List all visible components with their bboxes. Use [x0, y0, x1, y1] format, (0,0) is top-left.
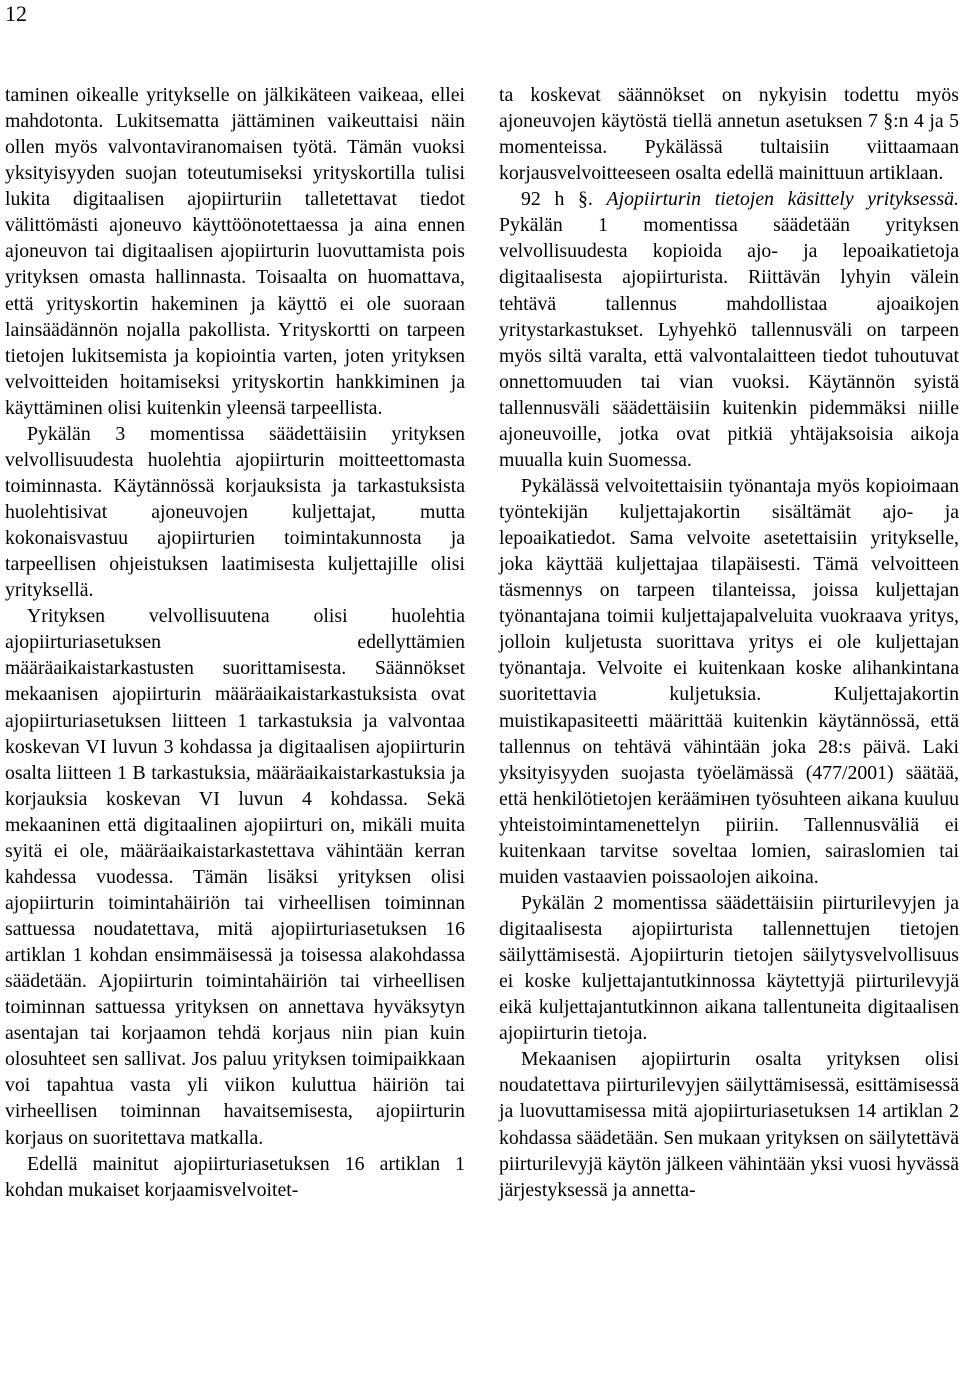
paragraph: Pykälän 3 momentissa säädettäisiin yrityksen velvollisuudesta huolehtia ajopiirturin moitteettomasta toiminnasta. Käytännössä korjauksista ja tarkastuksista huolehtisivat ajoneuvojen kuljettajat, mutta kokonaisvastuu ajopiirturien toimintakunnosta ja tarpeellisen ohjeistuksen laatimisesta kuljettajille olisi yrityksellä.: [5, 422, 465, 602]
left-column: [5, 82, 465, 1203]
section-number: 92 h §.: [521, 188, 593, 211]
paragraph: ta koskevat säännökset on nykyisin todettu myös ajoneuvojen käytöstä tiellä annetun asetuksen 7 §:n 4 ja 5 momenteissa. Pykälässä tultaisiin viittaamaan korjausvelvoitteeseen osalta edellä mainittuun artiklaan.: [499, 84, 959, 185]
paragraph: Yrityksen velvollisuutena olisi huolehtia ajopiirturiasetuksen edellyttämien määräaikaistarkastusten suorittamisesta. Säännökset mekaanisen ajopiirturin määräaikaistarkastuksista ovat ajopiirturiasetuksen liitteen 1 tarkastuksia ja valvontaa koskevan VI luvun 3 kohdassa ja digitaalisen ajopiirturin osalta liitteen 1 B tarkastuksia, määräaikaistarkastuksia ja korjauksia koskevan VI luvun 4 kohdassa. Sekä mekaaninen että digitaalinen ajopiirturi on, mikäli muita syitä ei ole, määräaikaistarkastettava vähintään kerran kahdessa vuodessa. Tämän lisäksi yrityksen olisi ajopiirturin toimintahäiriön tai virheellisen toiminnan sattuessa noudatettava, mitä ajopiirturiasetuksen 16 artiklan 1 kohdan ensimmäisessä ja toisessa alakohdassa säädetään. Ajopiirturin toimintahäiriön tai virheellisen toiminnan sattuessa yrityksen on annettava hyväksytyn asentajan tai korjaamon tehdä korjaus niin pian kuin olosuhteet sen sallivat. Jos paluu yrityksen toimipaikkaan voi tapahtua vasta yli viikon kuluttua häiriön tai virheellisen toiminnan havaitsemisesta, ajopiirturin korjaus on suoritettava matkalla.: [5, 605, 465, 1149]
paragraph: Mekaanisen ajopiirturin osalta yrityksen olisi noudatettava piirturilevyjen säilyttämisessä, esittämisessä ja luovuttamisessa mitä ajopiirturiasetuksen 14 artiklan 2 kohdassa säädetään. Sen mukaan yrityksen on säilytettävä piirturilevyjä käytön jälkeen vähintään yksi vuosi hyvässä järjestyksessä ja annetta-: [499, 1048, 959, 1201]
section-paragraph: [499, 186, 959, 473]
paragraph: Pykälän 2 momentissa säädettäisiin piirturilevyjen ja digitaalisesta ajopiirturista tallennettujen tietojen säilyttämisestä. Ajopiirturin tietojen säilytysvelvollisuus ei koske kuljettajantutkinnossa käytettyjä piirturilevyjä eikä kuljettajantutkinnon aikana tallentuneita digitaalisen ajopiirturin tietoja.: [499, 891, 959, 1045]
section-text: Pykälän 1 momentissa säädetään yrityksen velvollisuudesta kopioida ajo- ja lepoaikatietoja digitaalisesta ajopiirturista. Riittävän lyhyin välein tehtävä tallennus mahdollistaa ajoaikojen yritystarkastukset. Lyhyehkö tallennusväli on tarpeen myös siltä varalta, että valvontalaitteen tiedot tuhoutuvat onnettomuuden tai vian vuoksi. Käytännön syistä tallennusväli säädettäisiin kuitenkin pidemmäksi niille ajoneuvoille, jotka ovat pitkiä yhtäjaksoisia aikoja muualla kuin Suomessa.: [499, 214, 959, 471]
paragraph: Pykälässä velvoitettaisiin työnantaja myös kopioimaan työntekijän kuljettajakortin sisältämät ajo- ja lepoaikatiedot. Sama velvoite asetettaisiin yritykselle, joka käyttää kuljettajaa tilapäisesti. Tämä velvoitteen täsmennys on tarpeen tilanteissa, joissa kuljettajan työnantajana toimii kuljettajapalveluita vuokraava yritys, jolloin kuljetusta suorittava yritys ei ole kuljettajan työnantaja. Velvoite ei kuitenkaan koske alihankintana suoritettavia kuljetuksia. Kuljettajakortin muistikapasiteetti määrittää kuitenkin käytännössä, että tallennus on tehtävä vähintään joka 28:s päivä. Laki yksityisyyden suojasta työelämässä (477/2001) säätää, että henkilötietojen keräämінen työsuhteen aikana kuuluu yhteistoimintamenettelyn piiriin. Tallennusväliä ei kuitenkaan tarvitse soveltaa lomien, sairaslomien tai muiden vastaavien poissaolojen aikoina.: [499, 474, 959, 888]
right-column: [499, 82, 959, 1203]
paragraph: Edellä mainitut ajopiirturiasetuksen 16 artiklan 1 kohdan mukaiset korjaamisvelvoitet-: [5, 1152, 465, 1201]
section-title: Ajopiirturin tietojen käsittely yrityksessä.: [606, 188, 959, 211]
page-number: 12: [5, 1, 27, 26]
paragraph: taminen oikealle yritykselle on jälkikäteen vaikeaa, ellei mahdotonta. Lukitsematta jättäminen vaikeuttaisi näin ollen myös valvontaviranomaisen työtä. Tämän vuoksi yksityisyyden suojan toteutumiseksi yrityskortilla tulisi lukita digitaalisen ajopiirturiin talletettavat tiedot välittömästi ajoneuvo käyttöönotettaessa ja aina ennen ajoneuvon tai digitaalisen ajopiirturin luovuttamista pois yrityksen omasta hallinnasta. Toisaalta on huomattava, että yrityskortin hakeminen ja käyttö ei ole suoraan lainsäädännön nojalla pakollista. Yrityskortti on tarpeen tietojen lukitsemista ja kopiointia varten, joten yrityksen velvoitteiden hoitamiseksi yrityskortin hankkiminen ja käyttäminen olisi kuitenkin yleensä tarpeellista.: [5, 84, 465, 419]
